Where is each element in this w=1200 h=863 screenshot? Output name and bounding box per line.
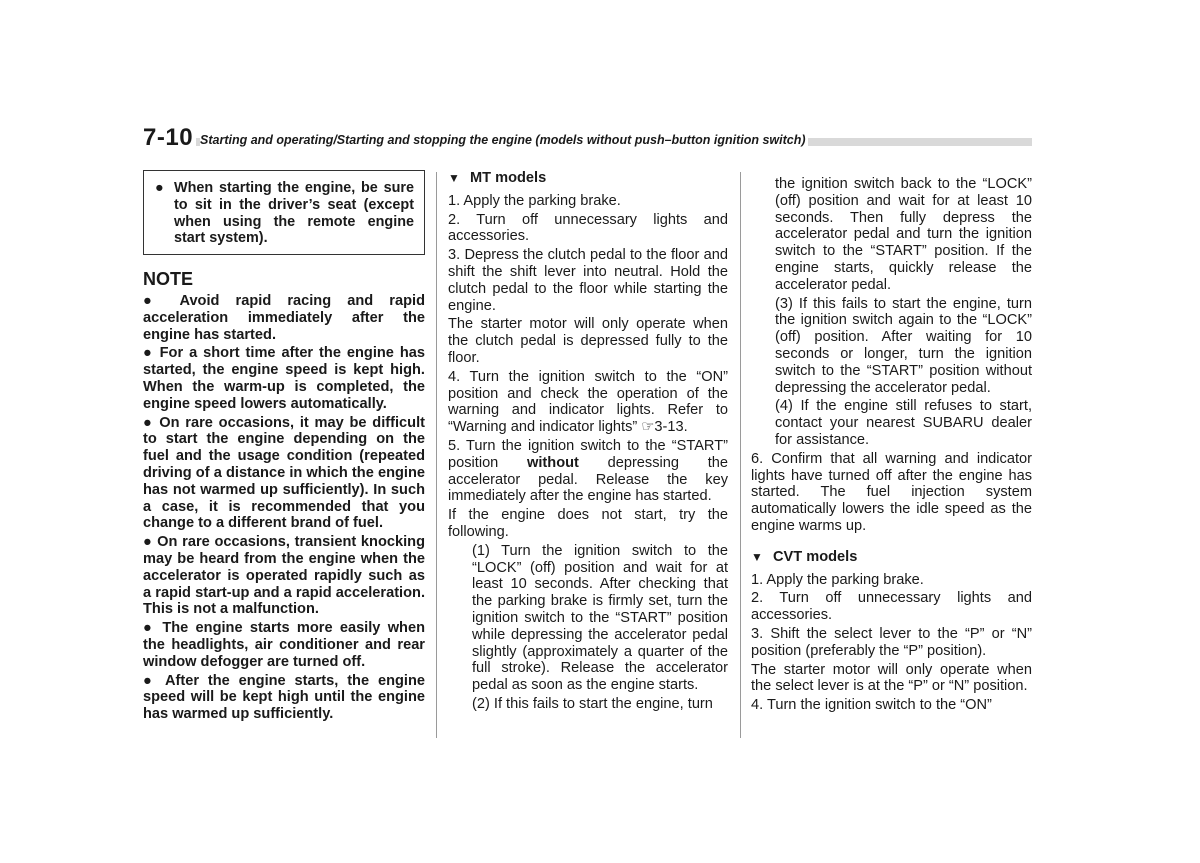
step-3: 3. Depress the clutch pedal to the floor and shift the shift lever into neutral. Hold the clutch pedal to the floor while starting the engine. (448, 247, 728, 314)
column-right (751, 176, 1032, 716)
section-title: MT models (470, 170, 547, 186)
substep-2: (2) If this fails to start the engine, turn (472, 695, 713, 712)
step-2: 2. Turn off unnecessary lights and accessories. (448, 211, 728, 245)
note-item: ● After the engine starts, the engine speed will be kept high until the engine has warmed up sufficiently. (143, 672, 425, 723)
substep-1: (1) Turn the ignition switch to the “LOCK” (off) position and wait for at least 10 seconds. After checking that the parking brake is firmly set, turn the ignition switch to the “START” position while depressing the accelerator pedal slightly (approximately a quarter of the full stroke). Release the accelerator pedal as soon as the engine starts. (472, 542, 728, 694)
cvt-starter-note: The starter motor will only operate when the select lever is at the “P” or “N” position. (751, 661, 1032, 695)
note-item: ● Avoid rapid racing and rapid acceleration immediately after the engine has started. (143, 292, 425, 343)
note-item: ● For a short time after the engine has started, the engine speed is kept high. When the warm-up is completed, the engine speed lowers automatically. (143, 345, 425, 412)
section-title: CVT models (773, 548, 858, 565)
cvt-step-1: 1. Apply the parking brake. (751, 571, 924, 588)
column-middle (448, 170, 728, 715)
starter-note: The starter motor will only operate when the clutch pedal is depressed fully to the floor. (448, 316, 728, 366)
if-not-start: If the engine does not start, try the following. (448, 507, 728, 540)
triangle-down-icon: ▼ (448, 171, 460, 185)
bullet-icon: ● (155, 180, 164, 196)
step-6: 6. Confirm that all warning and indicator lights have turned off after the engine has started. The fuel injection system automatically lowers the idle speed as the engine warms up. (751, 450, 1032, 534)
column-divider (740, 172, 741, 738)
substep-3: (3) If this fails to start the engine, turn the ignition switch again to the “LOCK” (off) position. After waiting for 10 seconds or longer, turn the ignition switch to the “START” position without depressing the accelerator pedal. (775, 295, 1032, 396)
warning-text: When starting the engine, be sure to sit in the driver’s seat (except when using the remote engine start system). (174, 180, 414, 247)
triangle-down-icon: ▼ (751, 549, 763, 564)
step-1: 1. Apply the parking brake. (448, 192, 621, 209)
emphasis-without: without (527, 454, 579, 471)
column-left (143, 168, 425, 725)
note-item: ● On rare occasions, it may be difficult to start the engine depending on the fuel and the usage condition (repeated driving of a distance in which the engine has not warmed up sufficiently). In such a case, it is recommended that you change to a different brand of fuel. (143, 414, 425, 532)
cvt-step-3: 3. Shift the select lever to the “P” or “N” position (preferably the “P” position). (751, 625, 1032, 659)
section-heading-mt (448, 170, 728, 187)
substep-2-continued: the ignition switch back to the “LOCK” (off) position and wait for at least 10 seconds. Then fully depress the accelerator pedal and turn the ignition switch to the “START” position. If the engine starts, quickly release the accelerator pedal. (775, 176, 1032, 293)
step-4: 4. Turn the ignition switch to the “ON” position and check the operation of the warning and indicator lights. Refer to “Warning and indicator lights” ☞3-13. (448, 368, 728, 436)
page-title: Starting and operating/Starting and stopping the engine (models without push–button ignition switch) (200, 133, 806, 147)
cvt-step-4: 4. Turn the ignition switch to the “ON” (751, 697, 992, 714)
step-5: 5. Turn the ignition switch to the “START” position without depressing the accelerator pedal. Release the key immediately after the engine has started. (448, 437, 728, 505)
note-item: ● The engine starts more easily when the headlights, air conditioner and rear window defogger are turned off. (143, 620, 425, 670)
substep-4: (4) If the engine still refuses to start, contact your nearest SUBARU dealer for assistance. (775, 398, 1032, 448)
section-heading-cvt (751, 549, 1032, 566)
warning-box (143, 170, 425, 255)
page-number: 7-10 (143, 124, 194, 151)
note-heading: NOTE (143, 269, 194, 290)
note-item: ● On rare occasions, transient knocking may be heard from the engine when the accelerator is operated rapidly such as a rapid start-up and a rapid acceleration. This is not a malfunction. (143, 534, 425, 618)
column-divider (436, 172, 437, 738)
cvt-step-2: 2. Turn off unnecessary lights and accessories. (751, 590, 1032, 624)
